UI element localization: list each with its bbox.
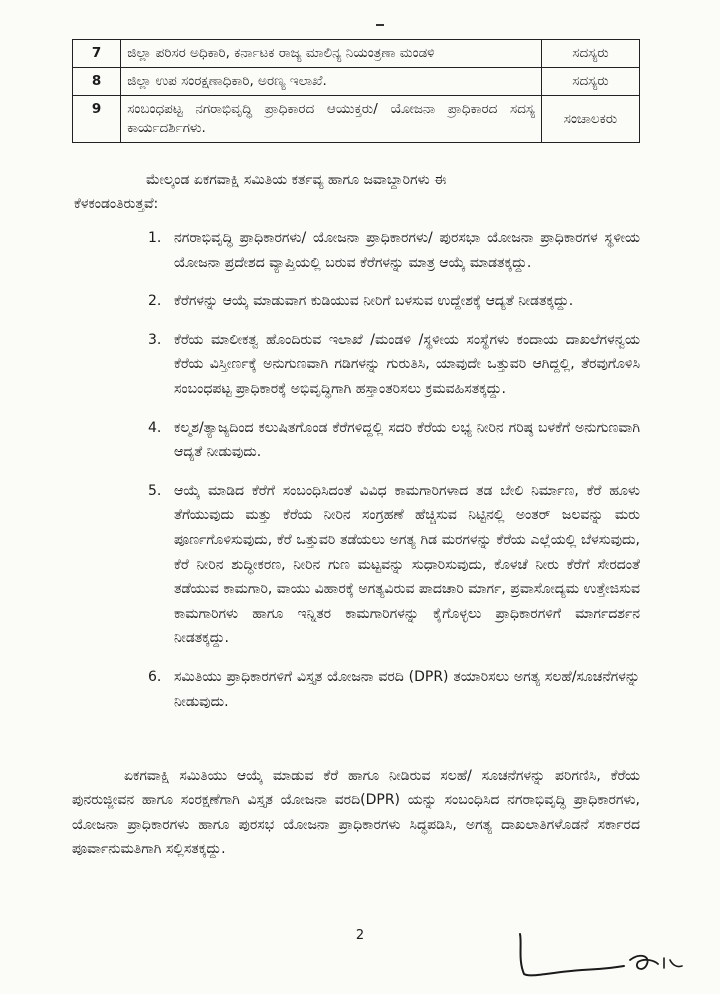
list-item: [148, 289, 640, 314]
intro-line-2: ಕೆಳಕಂಡಂತಿರುತ್ತವೆ:: [74, 196, 159, 212]
row-number: 8: [73, 68, 121, 96]
row-number: 7: [73, 40, 121, 68]
duty-number: 5.: [148, 482, 162, 499]
duty-text: ಆಯ್ಕೆ ಮಾಡಿದ ಕೆರೆಗೆ ಸಂಬಂಧಿಸಿದಂತೆ ವಿವಿಧ ಕಾಮಗಾರಿಗಳಾದ ತಡ ಬೇಲಿ ನಿರ್ಮಾಣ, ಕೆರೆ ಹೂಳು ತೆಗೆಯುವುದು ಮತ್ತು ಕೆರೆಯ ನೀರಿನ ಸಂಗ್ರಹಣೆ ಹೆಚ್ಚಿಸುವ ನಿಟ್ಟಿನಲ್ಲಿ ಅಂತರ್ ಜಲವನ್ನು ಮರು ಪೂರ್ಣಗೊಳಿಸುವುದು, ಕೆರೆ ಒತ್ತುವರಿ ತಡೆಯಲು ಅಗತ್ಯ ಗಿಡ ಮರಗಳನ್ನು ಕೆರೆಯ ಎಲ್ಲೆಯಲ್ಲಿ ಬೆಳಸುವುದು, ಕೆರೆ ನೀರಿನ ಶುದ್ಧೀಕರಣ, ನೀರಿನ ಗುಣ ಮಟ್ಟವನ್ನು ಸುಧಾರಿಸುವುದು, ಕೊಳಚೆ ನೀರು ಕೆರೆಗೆ ಸೇರದಂತೆ ತಡೆಯುವ ಕಾಮಗಾರಿ, ವಾಯು ವಿಹಾರಕ್ಕೆ ಅಗತ್ಯವಿರುವ ಪಾದಚಾರಿ ಮಾರ್ಗ, ಪ್ರವಾಸೋದ್ಯಮ ಉತ್ತೇಜಿಸುವ ಕಾಮಗಾರಿಗಳು ಹಾಗೂ ಇನ್ನಿತರ ಕಾಮಗಾರಿಗಳನ್ನು ಕೈಗೊಳ್ಳಲು ಪ್ರಾಧಿಕಾರಗಳಿಗೆ ಮಾರ್ಗದರ್ಶನ ನೀಡತಕ್ಕದ್ದು.: [174, 482, 640, 647]
member-role: ಸದಸ್ಯರು: [541, 68, 639, 96]
list-item: [148, 328, 640, 402]
list-item: [148, 416, 640, 465]
duties-intro-paragraph: [74, 168, 638, 216]
duty-text: ಕೆರೆಯ ಮಾಲೀಕತ್ವ ಹೊಂದಿರುವ ಇಲಾಖೆ /ಮಂಡಳಿ /ಸ್ಥಳೀಯ ಸಂಸ್ಥೆಗಳು ಕಂದಾಯ ದಾಖಲೆಗಳನ್ವಯ ಕೆರೆಯ ವಿಸ್ತೀರ್ಣಕ್ಕೆ ಅನುಗುಣವಾಗಿ ಗಡಿಗಳನ್ನು ಗುರುತಿಸಿ, ಯಾವುದೇ ಒತ್ತುವರಿ ಆಗಿದ್ದಲ್ಲಿ, ತೆರವುಗೊಳಿಸಿ ಸಂಬಂಧಪಟ್ಟ ಪ್ರಾಧಿಕಾರಕ್ಕೆ ಅಭಿವೃದ್ಧಿಗಾಗಿ ಹಸ್ತಾಂತರಿಸಲು ಕ್ರಮವಹಿಸತಕ್ಕದ್ದು.: [174, 331, 640, 397]
member-designation: ಸಂಬಂಧಪಟ್ಟ ನಗರಾಭಿವೃದ್ಧಿ ಪ್ರಾಧಿಕಾರದ ಆಯುಕ್ತರು/ ಯೋಜನಾ ಪ್ರಾಧಿಕಾರದ ಸದಸ್ಯ ಕಾರ್ಯದರ್ಶಿಗಳು.: [121, 96, 542, 143]
handwritten-signature-icon: [512, 930, 692, 980]
list-item: [148, 226, 640, 275]
duty-text: ಕಲ್ಮಶ/ತ್ಯಾಜ್ಯದಿಂದ ಕಲುಷಿತಗೊಂಡ ಕೆರೆಗಳಿದ್ದಲ್ಲಿ ಸದರಿ ಕೆರೆಯ ಲಭ್ಯ ನೀರಿನ ಗರಿಷ್ಠ ಬಳಕೆಗೆ ಅನುಗುಣವಾಗಿ ಆದ್ಯತೆ ನೀಡುವುದು.: [174, 419, 640, 461]
duty-number: 6.: [148, 668, 162, 685]
committee-members-table: [72, 39, 640, 143]
duty-text: ಸಮಿತಿಯು ಪ್ರಾಧಿಕಾರಗಳಿಗೆ ವಿಸ್ತೃತ ಯೋಜನಾ ವರದಿ (DPR) ತಯಾರಿಸಲು ಅಗತ್ಯ ಸಲಹೆ/ಸೂಚನೆಗಳನ್ನು ನೀಡುವುದು.: [174, 668, 640, 710]
top-edge-mark: [376, 24, 384, 26]
member-designation: ಜಿಲ್ಲಾ ಉಪ ಸಂರಕ್ಷಣಾಧಿಕಾರಿ, ಅರಣ್ಯ ಇಲಾಖೆ.: [121, 68, 542, 96]
duty-text: ನಗರಾಭಿವೃದ್ಧಿ ಪ್ರಾಧಿಕಾರಗಳು/ ಯೋಜನಾ ಪ್ರಾಧಿಕಾರಗಳು/ ಪುರಸಭಾ ಯೋಜನಾ ಪ್ರಾಧಿಕಾರಗಳ ಸ್ಥಳೀಯ ಯೋಜನಾ ಪ್ರದೇಶದ ವ್ಯಾಪ್ತಿಯಲ್ಲಿ ಬರುವ ಕೆರೆಗಳನ್ನು ಮಾತ್ರ ಆಯ್ಕೆ ಮಾಡತಕ್ಕದ್ದು.: [174, 230, 640, 271]
intro-line-1: ಮೇಲ್ಕಂಡ ಏಕಗವಾಕ್ಷಿ ಸಮಿತಿಯ ಕರ್ತವ್ಯ ಹಾಗೂ ಜವಾಬ್ದಾರಿಗಳು ಈ: [146, 172, 447, 188]
row-number: 9: [73, 96, 121, 143]
member-designation: ಜಿಲ್ಲಾ ಪರಿಸರ ಅಧಿಕಾರಿ, ಕರ್ನಾಟಕ ರಾಜ್ಯ ಮಾಲಿನ್ಯ ನಿಯಂತ್ರಣಾ ಮಂಡಳಿ: [121, 40, 542, 68]
duty-text: ಕೆರೆಗಳನ್ನು ಆಯ್ಕೆ ಮಾಡುವಾಗ ಕುಡಿಯುವ ನೀರಿಗೆ ಬಳಸುವ ಉದ್ದೇಶಕ್ಕೆ ಆದ್ಯತೆ ನೀಡತಕ್ಕದ್ದು.: [174, 293, 574, 310]
table-row: [73, 96, 640, 143]
list-item: [148, 665, 640, 714]
duty-number: 1.: [148, 230, 162, 246]
list-item: [148, 479, 640, 651]
table-row: [73, 68, 640, 96]
table-row: [73, 40, 640, 68]
member-role: ಸಂಚಾಲಕರು: [541, 96, 639, 143]
closing-paragraph: ಏಕಗವಾಕ್ಷಿ ಸಮಿತಿಯು ಆಯ್ಕೆ ಮಾಡುವ ಕೆರೆ ಹಾಗೂ ನೀಡಿರುವ ಸಲಹೆ/ ಸೂಚನೆಗಳನ್ನು ಪರಿಗಣಿಸಿ, ಕೆರೆಯ ಪುನರುಜ್ಜೀವನ ಹಾಗೂ ಸಂರಕ್ಷಣೆಗಾಗಿ ವಿಸ್ತೃತ ಯೋಜನಾ ವರದಿ(DPR) ಯನ್ನು ಸಂಬಂಧಿಸಿದ ನಗರಾಭಿವೃದ್ಧಿ ಪ್ರಾಧಿಕಾರಗಳು, ಯೋಜನಾ ಪ್ರಾಧಿಕಾರಗಳು ಹಾಗೂ ಪುರಸಭ ಯೋಜನಾ ಪ್ರಾಧಿಕಾರಗಳು ಸಿದ್ಧಪಡಿಸಿ, ಅಗತ್ಯ ದಾಖಲಾತಿಗಳೊಡನೆ ಸರ್ಕಾರದ ಪೂರ್ವಾನುಮತಿಗಾಗಿ ಸಲ್ಲಿಸತಕ್ಕದ್ದು.: [72, 768, 640, 858]
duty-number: 2.: [148, 293, 162, 310]
member-role: ಸದಸ್ಯರು: [541, 40, 639, 68]
duty-number: 3.: [148, 331, 162, 348]
duty-number: 4.: [148, 419, 162, 436]
page-number: 2: [355, 928, 365, 943]
duties-list: [148, 226, 640, 728]
